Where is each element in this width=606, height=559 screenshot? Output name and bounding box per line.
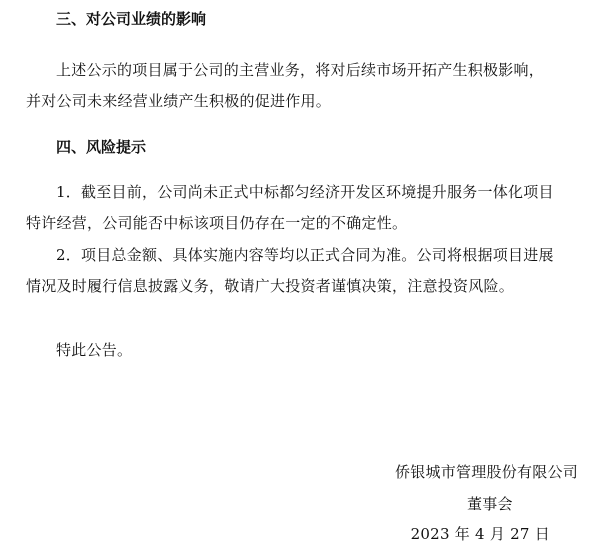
section-3-heading: 三、对公司业绩的影响: [56, 10, 207, 28]
signature-board: 董事会: [467, 495, 513, 513]
section-3-paragraph-line-1: 上述公示的项目属于公司的主营业务，将对后续市场开拓产生积极影响，: [56, 61, 545, 79]
risk-item-2-line-1: 2．项目总金额、具体实施内容等均以正式合同为准。公司将根据项目进展: [56, 246, 554, 264]
signature-company: 侨银城市管理股份有限公司: [394, 463, 578, 481]
section-3-paragraph-line-2: 并对公司未来经营业绩产生积极的促进作用。: [26, 92, 332, 110]
risk-item-1-line-1: 1．截至目前，公司尚未正式中标都匀经济开发区环境提升服务一体化项目: [56, 183, 554, 201]
closing-statement: 特此公告。: [56, 341, 133, 359]
risk-item-1-line-2: 特许经营，公司能否中标该项目仍存在一定的不确定性。: [26, 214, 408, 232]
risk-item-2-line-2: 情况及时履行信息披露义务，敬请广大投资者谨慎决策，注意投资风险。: [26, 277, 515, 295]
section-4-heading: 四、风险提示: [56, 138, 147, 156]
signature-date: 2023 年 4 月 27 日: [410, 525, 550, 543]
